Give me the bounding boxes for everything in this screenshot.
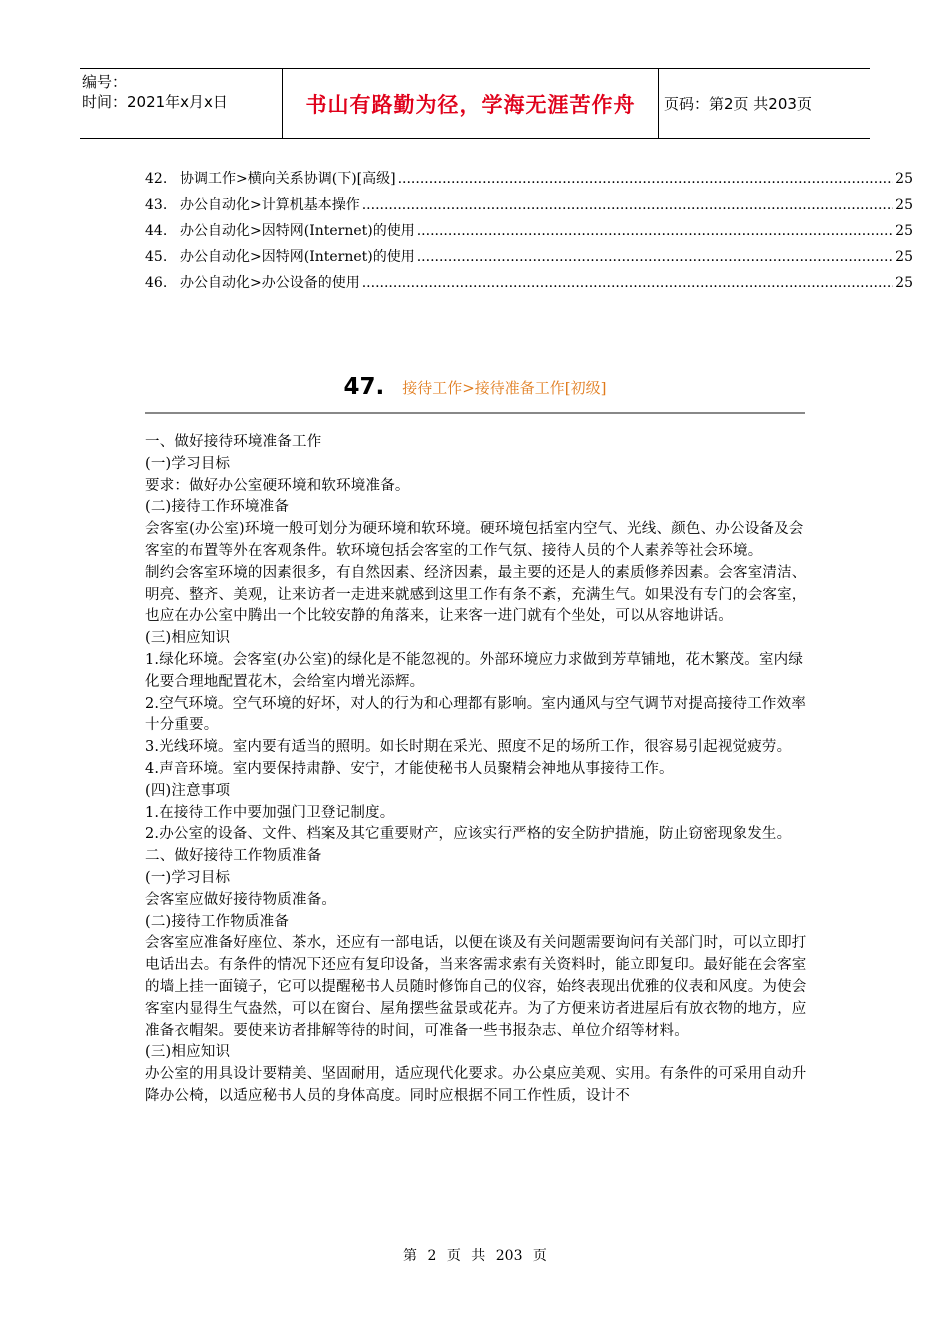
doc-time-label: 时间：2021年x月x日: [82, 93, 228, 111]
body-paragraph: 要求：做好办公室硬环境和软环境准备。: [145, 477, 410, 494]
toc-entry-page: 25: [895, 197, 913, 213]
body-paragraph: 会客室应准备好座位、茶水，还应有一部电话，以便在谈及有关问题需要询问有关部门时，可以立即打电话出去。有条件的情况下还应有复印设备，当来客需求索有关资料时，能立即复印。最好能在会客室的墙上挂一面镜子，它可以提醒秘书人员随时修饰自己的仪容，始终表现出优雅的仪表和风度。为使会客室内显得生气盎然，可以在窗台、屋角摆些盆景或花卉。为了方便来访者进屋后有放衣物的地方，应准备衣帽架。要使来访者排解等待的时间，可准备一些书报杂志、单位介绍等材料。: [145, 935, 807, 1039]
page-header: [80, 68, 870, 139]
body-paragraph: (一)学习目标: [145, 869, 231, 886]
table-of-contents: [145, 168, 913, 298]
body-paragraph: 制约会客室环境的因素很多，有自然因素、经济因素，最主要的还是人的素质修养因素。会客室清洁、明亮、整齐、美观，让来访者一走进来就感到这里工作有条不紊，充满生气。如果没有专门的会客室，也应在办公室中腾出一个比较安静的角落来，让来客一进门就有个坐处，可以从容地讲话。: [145, 564, 807, 625]
toc-entry-number: 44.: [145, 223, 168, 239]
toc-entry-title: 协调工作>横向关系协调(下)[高级]: [180, 171, 396, 187]
toc-entry-number: 42.: [145, 171, 168, 187]
section-divider: [145, 412, 805, 414]
toc-entry[interactable]: [145, 246, 913, 272]
toc-entry-page: 25: [895, 275, 913, 291]
header-page-info: 页码：第2页 共203页: [664, 95, 812, 113]
toc-entry-page: 25: [895, 249, 913, 265]
section-number: 47.: [343, 374, 385, 400]
body-paragraph: 会客室(办公室)环境一般可划分为硬环境和软环境。硬环境包括室内空气、光线、颜色、办公设备及会客室的布置等外在客观条件。软环境包括会客室的工作气氛、接待人员的个人素养等社会环境。: [145, 521, 804, 559]
body-paragraph: 办公室的用具设计要精美、坚固耐用，适应现代化要求。办公桌应美观、实用。有条件的可采用自动升降办公椅，以适应秘书人员的身体高度。同时应根据不同工作性质，设计不: [145, 1066, 807, 1104]
toc-entry[interactable]: [145, 168, 913, 194]
toc-entry-title: 办公自动化>办公设备的使用: [180, 275, 360, 291]
toc-entry[interactable]: [145, 220, 913, 246]
section-title: 接待工作>接待准备工作[初级]: [402, 378, 607, 397]
toc-entry[interactable]: [145, 194, 913, 220]
toc-leader-dots: [417, 246, 893, 268]
toc-entry-title: 办公自动化>因特网(Internet)的使用: [180, 249, 415, 265]
page-footer: 第 2 页 共 203 页: [403, 1248, 547, 1264]
body-paragraph: (四)注意事项: [145, 782, 231, 799]
toc-entry-number: 45.: [145, 249, 168, 265]
toc-entry-number: 46.: [145, 275, 168, 291]
doc-code-label: 编号：: [82, 73, 128, 91]
toc-entry-page: 25: [895, 223, 913, 239]
body-paragraph: 1.在接待工作中要加强门卫登记制度。: [145, 804, 395, 821]
body-paragraph: 3.光线环境。室内要有适当的照明。如长时期在采光、照度不足的场所工作，很容易引起视觉疲劳。: [145, 739, 792, 756]
body-paragraph: 4.声音环境。室内要保持肃静、安宁，才能使秘书人员聚精会神地从事接待工作。: [145, 760, 674, 777]
body-paragraph: (二)接待工作环境准备: [145, 499, 290, 516]
toc-leader-dots: [417, 220, 893, 242]
body-paragraph: 二、做好接待工作物质准备: [145, 848, 322, 865]
section-heading: [145, 365, 805, 409]
document-body: [145, 432, 810, 1108]
body-paragraph: 会客室应做好接待物质准备。: [145, 891, 337, 908]
body-paragraph: 2.办公室的设备、文件、档案及其它重要财产，应该实行严格的安全防护措施，防止窃密现象发生。: [145, 826, 792, 843]
header-motto: 书山有路勤为径，学海无涯苦作舟: [282, 69, 659, 138]
toc-entry[interactable]: [145, 272, 913, 298]
body-paragraph: (一)学习目标: [145, 455, 231, 472]
toc-leader-dots: [362, 272, 893, 294]
body-paragraph: 2.空气环境。空气环境的好坏，对人的行为和心理都有影响。室内通风与空气调节对提高接待工作效率十分重要。: [145, 695, 807, 734]
toc-entry-page: 25: [895, 171, 913, 187]
body-paragraph: (三)相应知识: [145, 1044, 231, 1061]
toc-entry-number: 43.: [145, 197, 168, 213]
body-paragraph: (三)相应知识: [145, 630, 231, 647]
toc-entry-title: 办公自动化>因特网(Internet)的使用: [180, 223, 415, 239]
body-paragraph: (二)接待工作物质准备: [145, 913, 290, 930]
toc-entry-title: 办公自动化>计算机基本操作: [180, 197, 360, 213]
body-paragraph: 1.绿化环境。会客室(办公室)的绿化是不能忽视的。外部环境应力求做到芳草铺地，花木繁茂。室内绿化要合理地配置花木，会给室内增光添辉。: [145, 651, 804, 690]
header-meta: [80, 69, 282, 138]
toc-leader-dots: [398, 168, 894, 190]
body-paragraph: 一、做好接待环境准备工作: [145, 434, 322, 450]
toc-leader-dots: [362, 194, 893, 216]
